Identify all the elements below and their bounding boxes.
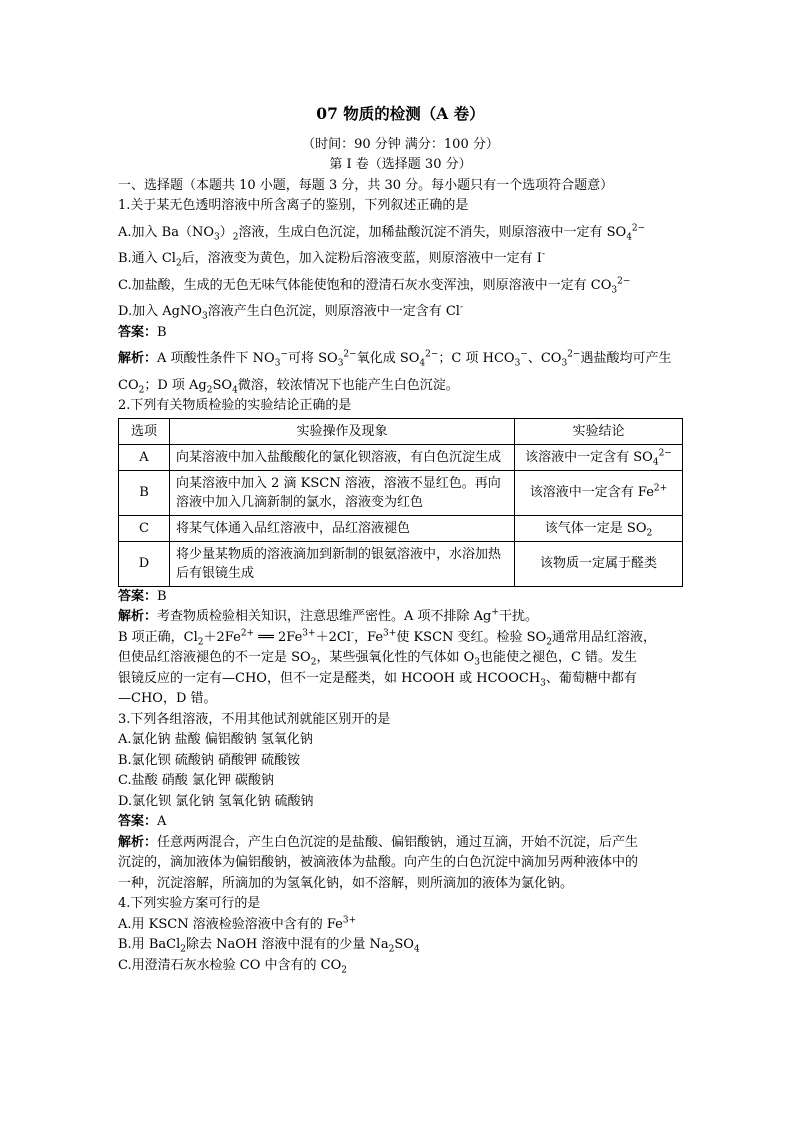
q2-answer: 答案：B xyxy=(118,588,167,604)
table-cell-option: B xyxy=(119,470,170,515)
q2-analysis-line-1: 解析：考查物质检验相关知识，注意思维严密性。A 项不排除 Ag+干扰。 xyxy=(118,607,538,624)
q3-option-d: D.氯化钡 氯化钠 氢氧化钠 硫酸钠 xyxy=(118,793,314,809)
section-heading: 一、选择题（本题共 10 小题，每题 3 分，共 30 分。每小题只有一个选项符合题意） xyxy=(118,177,614,193)
q3-option-c: C.盐酸 硝酸 氯化钾 碳酸钠 xyxy=(118,773,275,788)
table-cell-operation: 向某溶液中加入 2 滴 KSCN 溶液，溶液不显红色。再向溶液中加入几滴新制的氯水，溶液变为红色 xyxy=(170,470,515,515)
table-cell-option: C xyxy=(119,515,170,541)
q1-option-c: C.加盐酸，生成的无色无味气体能使饱和的澄清石灰水变浑浊，则原溶液中一定有 $CO_3^{2-}$ xyxy=(118,276,631,296)
table-cell-conclusion: 该溶液中一定含有 $SO_4^{2-}$ xyxy=(515,444,683,470)
table-header-row xyxy=(119,418,683,444)
table-header-operation: 实验操作及现象 xyxy=(170,418,515,444)
table-cell-conclusion: 该溶液中一定含有 $Fe^{2+}$ xyxy=(515,470,683,515)
q2-analysis-line-5: —CHO，D 错。 xyxy=(118,691,217,706)
q3-answer: 答案：A xyxy=(118,814,167,829)
q1-analysis-line-1: 解析：A 项酸性条件下 $NO_3^-$可将 $SO_3^{2-}$氧化成 $SO_4^{2-}$；C 项 $HCO_3^-$、$CO_3^{2-}$遇盐酸均可产生 xyxy=(118,349,672,369)
q1-option-a: A.加入 $Ba(NO_3)_2$溶液，生成白色沉淀，加稀盐酸沉淀不消失，则原溶液中一定有 $SO_4^{2-}$ xyxy=(118,223,646,243)
q3-analysis-line-2: 沉淀的，滴加液体为偏铝酸钠，被滴液体为盐酸。向产生的白色沉淀中滴加另两种液体中的 xyxy=(118,855,639,870)
q2-analysis-line-4: 银镜反应的一定有—CHO，但不一定是醛类，如 HCOOH 或 $HCOOCH_3$、葡萄糖中都有 xyxy=(118,670,637,689)
q2-analysis-line-3: 但使品红溶液褪色的不一定是 $SO_2$，某些强氧化性的气体如 $O_3$也能使之褪色，C 错。发生 xyxy=(118,650,638,668)
q1-stem: 1.关于某无色透明溶液中所含离子的鉴别，下列叙述正确的是 xyxy=(118,198,469,213)
document-page xyxy=(118,104,683,976)
table-cell-option: A xyxy=(119,444,170,470)
table-header-option: 选项 xyxy=(119,418,170,444)
volume-line: 第 I 卷（选择题 30 分） xyxy=(329,157,472,172)
table-cell-operation: 将某气体通入品红溶液中，品红溶液褪色 xyxy=(170,515,515,541)
table-row xyxy=(119,515,683,541)
q3-analysis-line-3: 一种，沉淀溶解，所滴加的为氢氧化钠，如不溶解，则所滴加的液体为氯化钠。 xyxy=(118,875,574,891)
table-row xyxy=(119,470,683,515)
table-cell-conclusion: 该气体一定是 $SO_2$ xyxy=(515,515,683,541)
q3-analysis-line-1: 解析：任意两两混合，产生白色沉淀的是盐酸、偏铝酸钠，通过互滴，开始不沉淀，后产生 xyxy=(118,834,639,850)
experiment-table xyxy=(118,418,683,587)
table-row xyxy=(119,444,683,470)
q4-option-a: A.用 KSCN 溶液检验溶液中含有的 $Fe^{3+}$ xyxy=(118,915,357,932)
q2-stem: 2.下列有关物质检验的实验结论正确的是 xyxy=(118,398,352,413)
table-cell-option: D xyxy=(119,541,170,586)
q1-answer: 答案：B xyxy=(118,324,167,340)
table-cell-conclusion: 该物质一定属于醛类 xyxy=(515,541,683,586)
table-row xyxy=(119,541,683,586)
q4-stem: 4.下列实验方案可行的是 xyxy=(118,896,261,911)
q1-analysis-line-2: $CO_2$；D 项 $Ag_2SO_4$微溶，较浓情况下也能产生白色沉淀。 xyxy=(118,377,459,396)
time-line: （时间：90 分钟 满分：100 分） xyxy=(302,136,499,152)
table-cell-operation: 将少量某物质的溶液滴加到新制的银氨溶液中，水浴加热后有银镜生成 xyxy=(170,541,515,586)
q4-option-c: C.用澄清石灰水检验 CO 中含有的 $CO_2$ xyxy=(118,957,347,976)
table-header-conclusion: 实验结论 xyxy=(515,418,683,444)
q3-stem: 3.下列各组溶液，不用其他试剂就能区别开的是 xyxy=(118,711,391,727)
page-title: 07 物质的检测（A 卷） xyxy=(316,104,485,123)
q3-option-a: A.氯化钠 盐酸 偏铝酸钠 氢氧化钠 xyxy=(118,732,313,747)
q1-option-b: B.通入 $Cl_2$后，溶液变为黄色，加入淀粉后溶液变蓝，则原溶液中一定有 I- xyxy=(118,249,545,269)
q3-option-b: B.氯化钡 硫酸钠 硝酸钾 硫酸铵 xyxy=(118,752,301,768)
table-cell-operation: 向某溶液中加入盐酸酸化的氯化钡溶液，有白色沉淀生成 xyxy=(170,444,515,470)
q1-option-d: D.加入 AgNO$_3$溶液产生白色沉淀，则原溶液中一定含有 Cl- xyxy=(118,302,463,322)
q4-option-b: B.用 BaCl$_2$除去 NaOH 溶液中混有的少量 $Na_2SO_4$ xyxy=(118,937,420,955)
q2-analysis-line-2: B 项正确，$Cl_2+2Fe^{2+}$ ══ $2Fe^{3+}+2Cl^-$，$Fe^{3+}$使 KSCN 变红。检验 $SO_2$通常用品红溶液， xyxy=(118,628,656,648)
